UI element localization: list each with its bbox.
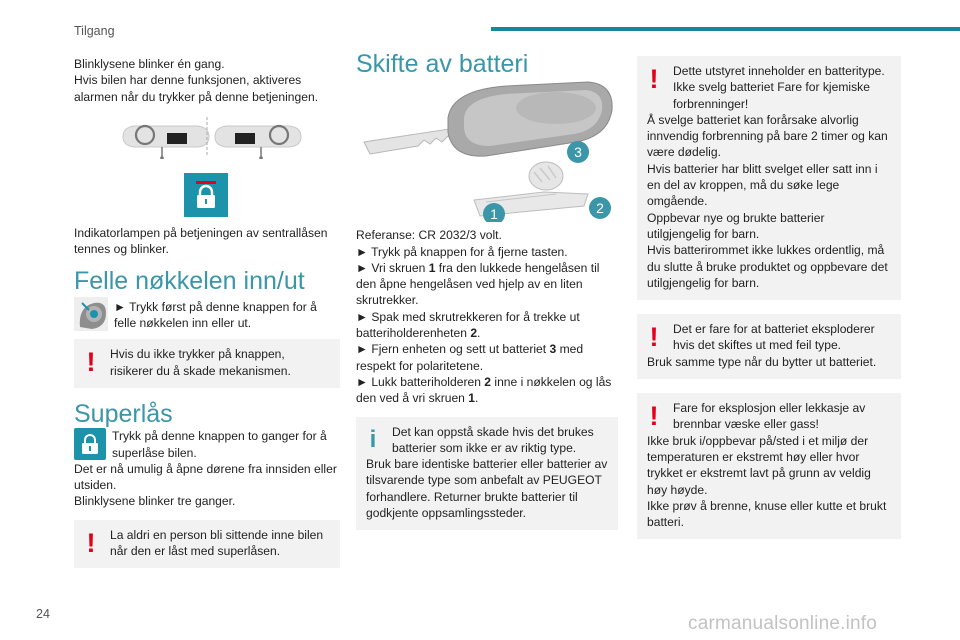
warning-icon: ! — [649, 64, 659, 94]
warning-line: Hvis batterier har blitt svelget eller satt inn i en del av kroppen, må du søke lege omgående. — [647, 161, 878, 209]
warning-lead: Dette utstyret inneholder en batteritype. Ikke svelg batteriet Fare for kjemiske forbrenninger! — [673, 64, 885, 111]
battery-step: ► Trykk på knappen for å fjerne tasten. — [356, 244, 568, 259]
warning-line: Bruk samme type når du bytter ut batteriet. — [647, 354, 877, 369]
warning-lead: Fare for eksplosjon eller lekkasje av brennbar væske eller gass! — [673, 401, 866, 432]
key-fob-icon — [74, 297, 108, 331]
superlock-lead: Trykk på denne knappen to ganger for å superlåse bilen. — [112, 429, 327, 460]
battery-step: ► Vri skruen 1 fra den lukkede hengelåsen til den åpne hengelåsen ved hjelp av en liten skrutrekker. — [356, 260, 600, 308]
battery-step: ► Spak med skrutrekkeren for å trekke ut batteriholderenheten 2. — [356, 309, 580, 341]
info-lead: Det kan oppstå skade hvis det brukes batterier som ikke er av riktig type. — [392, 424, 594, 455]
page-number: 24 — [36, 607, 50, 621]
battery-step: ► Fjern enheten og sett ut batteriet 3 med respekt for polaritetene. — [356, 342, 584, 373]
warning-line: Hvis batterirommet ikke lukkes ordentlig, må du slutte å bruke produktet og oppbevare det utilgjengelig for barn. — [647, 243, 888, 290]
warning-text: La aldri en person bli sittende inne bilen når den er låst med superlåsen. — [110, 527, 324, 559]
warning-icon: ! — [649, 401, 659, 432]
callout-label: 2 — [596, 200, 604, 217]
key-diagram — [356, 80, 618, 222]
fold-step — [74, 297, 340, 332]
header-accent-bar — [491, 27, 960, 31]
column-right — [637, 56, 901, 539]
watermark: carmanualsonline.info — [688, 613, 878, 634]
section-heading-battery: Skifte av batteri — [356, 50, 529, 78]
dashboard-icon — [74, 115, 340, 159]
callout-label: 3 — [574, 144, 582, 161]
key-battery-illustration — [356, 80, 618, 222]
warning-box — [74, 520, 340, 569]
warning-lead: Det er fare for at batteriet eksploderer hvis det skiftes ut med feil type. — [673, 322, 875, 353]
dashboard-illustration — [74, 115, 340, 159]
warning-line: Oppbevar nye og brukte batterier utilgjengelig for barn. — [647, 210, 825, 241]
battery-step: ► Lukk batteriholderen 2 inne i nøkkelen og lås den ved å vri skruen 1. — [356, 374, 612, 406]
column-middle — [356, 50, 618, 530]
indicator-text: Indikatorlampen på betjeningen av sentrallåsen tennes og blinker. — [74, 225, 328, 257]
callout-label: 1 — [490, 206, 498, 223]
info-icon: i — [369, 425, 377, 453]
warning-line: Ikke bruk i/oppbevar på/sted i et miljø der temperaturen er ekstremt høy eller hvor trykket er ekstremt lavt på grunn av veldig høy høyde. — [647, 433, 871, 497]
superlock-line: Blinklysene blinker tre ganger. — [74, 494, 236, 509]
warning-box — [637, 393, 901, 539]
section-title: Tilgang — [74, 24, 115, 38]
info-body: Bruk bare identiske batterier eller batterier av tilsvarende type som anbefalt av PEUGEOT forhandlere. Returner brukte batterier til godkjente oppsamlingssteder. — [366, 457, 608, 521]
warning-icon: ! — [86, 347, 96, 378]
callout-2 — [589, 197, 611, 219]
intro-line: Blinklysene blinker én gang. — [74, 57, 225, 71]
battery-reference: Referanse: CR 2032/3 volt. — [356, 228, 502, 243]
warning-line: Å svelge batteriet kan forårsake alvorlig innvendig forbrenning på bare 2 timer og kan være dødelig. — [647, 112, 888, 160]
callout-3 — [567, 141, 589, 163]
warning-box — [74, 339, 340, 388]
superlock-line: Det er nå umulig å åpne dørene fra innsiden eller utsiden. — [74, 461, 337, 493]
warning-box — [637, 56, 901, 300]
column-left — [74, 56, 340, 568]
warning-icon: ! — [86, 527, 96, 558]
warning-text: Hvis du ikke trykker på knappen, risikerer du å skade mekanismen. — [110, 347, 291, 378]
superlock-step — [74, 428, 340, 461]
lock-indicator-icon — [184, 173, 228, 217]
warning-box — [637, 314, 901, 379]
fold-step-text: ► Trykk først på denne knappen for å felle nøkkelen inn eller ut. — [114, 299, 317, 331]
section-heading-fold: Felle nøkkelen inn/ut — [74, 267, 305, 296]
intro-line: Hvis bilen har denne funksjonen, aktiveres alarmen når du trykker på denne betjeningen. — [74, 73, 319, 104]
section-heading-superlock: Superlås — [74, 399, 173, 428]
info-box — [356, 417, 618, 531]
warning-line: Ikke prøv å brenne, knuse eller kutte et brukt batteri. — [647, 498, 887, 530]
lock-button-icon — [74, 428, 106, 460]
warning-icon: ! — [649, 322, 659, 353]
